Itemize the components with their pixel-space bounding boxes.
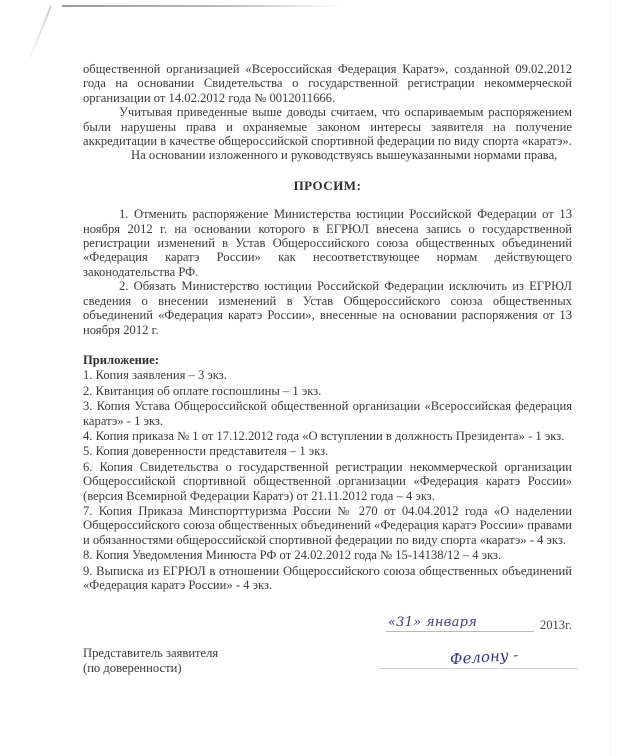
request-item-2: 2. Обязать Министерство юстиции Российской Федерации исключить из ЕГРЮЛ сведения о внесении изменений в Устав Общероссийского союза общественных объединений «Федерация каратэ России», внесенные на основании распоряжения от 13 ноября 2012 г. <box>83 279 572 337</box>
signature-row <box>83 646 572 675</box>
request-item-1: 1. Отменить распоряжение Министерства юстиции Российской Федерации от 13 ноября 2012 г. на основании которого в ЕГРЮЛ внесена запись о государственной регистрации изменений в Устав Общероссийского союза общественных объединений «Федерация каратэ России» как несоответствующее нормам действующего законодательства РФ. <box>83 207 572 279</box>
representative-block <box>83 646 218 675</box>
paragraph-basis: На основании изложенного и руководствуясь вышеуказанными нормами права, <box>131 148 558 163</box>
date-year: 2013г. <box>539 618 572 632</box>
signature: Фелону - <box>449 646 519 669</box>
scan-edge-left <box>27 6 52 64</box>
paragraph-arguments: Учитывая приведенные выше доводы считаем, что оспариваемым распоряжением были нарушены права и охраняемые законом интересы заявителя на получение аккредитации в качестве общероссийской спортивной федерации по виду спорта «каратэ». <box>83 105 572 149</box>
representative-title: Представитель заявителя <box>83 646 219 661</box>
appendix-item: 2. Квитанция об оплате госпошлины – 1 экз. <box>83 383 322 398</box>
appendix-item: 4. Копия приказа № 1 от 17.12.2012 года «О вступлении в должность Президента» - 1 экз. <box>83 428 565 443</box>
appendix-item: 5. Копия доверенности представителя – 1 экз. <box>83 444 329 459</box>
scan-edge-right <box>610 0 611 756</box>
appendix-item: 9. Выписка из ЕГРЮЛ в отношении Общероссийского союза общественных объединений «Федерация каратэ России» - 4 экз. <box>83 563 572 592</box>
date-line <box>83 614 572 632</box>
request-title: ПРОСИМ: <box>293 177 362 193</box>
appendix-item: 3. Копия Устава Общероссийской общественной организации «Всероссийская федерация каратэ» - 1 экз. <box>83 399 572 428</box>
handwritten-date: «31» января <box>387 615 478 631</box>
document-body <box>83 62 572 675</box>
paragraph-continuation: общественной организацией «Всероссийская Федерация Каратэ», созданной 09.02.2012 года на основании Свидетельства о государственной регистрации некоммерческой организации от 14.02.2012 года № 0012011666. <box>83 62 572 105</box>
appendix-item: 7. Копия Приказа Минспорттуризма России № 270 от 04.04.2012 года «О наделении Общероссийского союза общественных объединений «Федерация каратэ России» правами и обязанностями общероссийской спортивной федерации по виду спорта «каратэ» - 4 экз. <box>83 503 572 547</box>
date-underline <box>386 614 534 632</box>
appendix-list <box>83 368 572 592</box>
appendix-item: 6. Копия Свидетельства о государственной регистрации некоммерческой организации Общероссийской спортивной общественной организации «Федерация каратэ России» (версия Всемирной Федерации Каратэ) от 21.11.2012 года – 4 экз. <box>83 459 572 503</box>
representative-basis: (по доверенности) <box>83 660 182 675</box>
appendix-item: 1. Копия заявления – 3 экз. <box>83 368 227 383</box>
scan-edge-top <box>62 5 342 7</box>
appendix-title: Приложение: <box>83 352 159 367</box>
appendix-item: 8. Копия Уведомления Минюста РФ от 24.02.2012 года № 15-14138/12 – 4 экз. <box>83 548 502 563</box>
signature-line <box>378 646 578 669</box>
